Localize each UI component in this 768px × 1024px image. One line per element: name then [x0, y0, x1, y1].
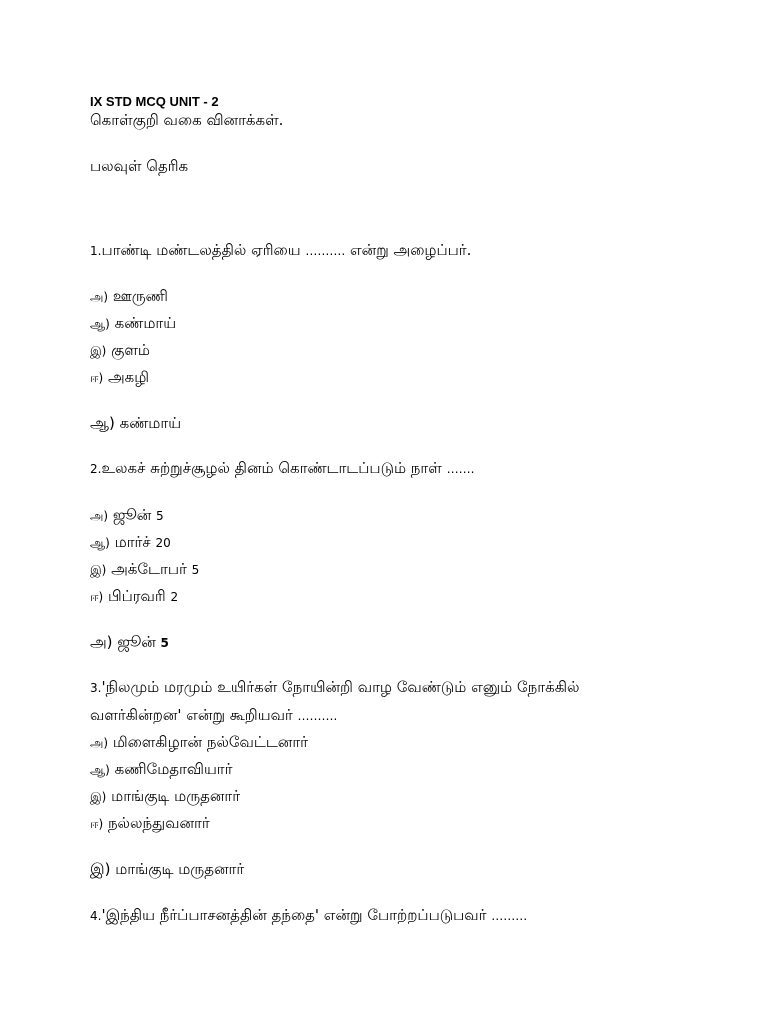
option-number: 2 [170, 590, 179, 604]
answer-1 [90, 413, 181, 433]
question-tail: என்று அழைப்பர். [345, 241, 472, 259]
option-label: இ) [90, 790, 107, 804]
option-a [90, 505, 164, 526]
option-b [90, 313, 176, 334]
question-blank: ……. [446, 462, 475, 476]
option-b [90, 532, 171, 553]
question-number: 4. [90, 909, 102, 923]
question-number: 2. [90, 462, 102, 476]
answer-text: மாங்குடி மருதனார் [115, 860, 245, 878]
option-number: 5 [191, 563, 200, 577]
question-blank: ………. [297, 709, 338, 723]
answer-2 [90, 632, 169, 653]
option-c [90, 559, 199, 580]
option-text: குளம் [111, 341, 150, 359]
answer-label: இ) [90, 860, 111, 878]
doc-title: IX STD MCQ UNIT - 2 [90, 94, 219, 109]
option-text: மார்ச் [114, 533, 151, 551]
option-label: ஆ) [90, 763, 110, 777]
option-label: ஈ) [90, 371, 104, 385]
option-label: இ) [90, 344, 107, 358]
option-label: அ) [90, 509, 109, 523]
question-number: 3. [90, 681, 102, 695]
option-number: 5 [156, 509, 164, 523]
question-text: உலகச் சுற்றுச்சூழல் தினம் கொண்டாடப்படும் நாள் [101, 459, 447, 477]
answer-text: ஜூன் [117, 633, 156, 651]
option-text: கணிமேதாவியார் [114, 760, 233, 778]
option-d [90, 586, 178, 607]
option-text: மாங்குடி மருதனார் [111, 787, 241, 805]
question-3-line-2 [90, 705, 337, 726]
option-text: அகழி [107, 368, 149, 386]
option-label: அ) [90, 736, 109, 750]
question-1 [90, 240, 471, 261]
answer-3 [90, 859, 244, 879]
answer-text: கண்மாய் [119, 414, 182, 432]
option-label: ஆ) [90, 536, 110, 550]
answer-label: அ) [90, 633, 113, 651]
option-text: ஊருணி [112, 287, 168, 305]
option-b [90, 759, 232, 780]
question-blank: ………. [305, 244, 346, 258]
option-c [90, 340, 150, 361]
question-3-line-1 [90, 677, 579, 698]
question-number: 1. [90, 244, 102, 258]
answer-number: 5 [160, 636, 169, 650]
option-text: மிளைகிழான் நல்வேட்டனார் [112, 733, 308, 751]
option-d [90, 367, 149, 388]
option-text: அக்டோபர் [111, 560, 187, 578]
question-text: 'நிலமும் மரமும் உயிர்கள் நோயின்றி வாழ வேண்டும் எனும் நோக்கில் [101, 678, 580, 696]
option-label: ஈ) [90, 590, 104, 604]
option-number: 20 [155, 536, 171, 550]
question-blank: ……… [491, 909, 528, 923]
option-text: பிப்ரவரி [107, 587, 166, 605]
section-heading: பலவுள் தெரிக [90, 157, 189, 175]
question-text: 'இந்திய நீர்ப்பாசனத்தின் தந்தை' என்று போற்றப்படுபவர் [101, 906, 492, 924]
option-label: அ) [90, 290, 109, 304]
option-label: ஆ) [90, 317, 110, 331]
question-text: வளர்கின்றன' என்று கூறியவர் [90, 706, 298, 724]
doc-subtitle: கொள்குறி வகை வினாக்கள். [90, 111, 284, 129]
question-text: பாண்டி மண்டலத்தில் ஏரியை [101, 241, 306, 259]
option-label: இ) [90, 563, 107, 577]
option-text: கண்மாய் [114, 314, 177, 332]
answer-label: ஆ) [90, 414, 115, 432]
question-4 [90, 905, 527, 926]
option-c [90, 786, 240, 807]
option-label: ஈ) [90, 817, 104, 831]
question-2 [90, 458, 474, 479]
option-d [90, 813, 210, 834]
option-text: ஜூன் [112, 506, 152, 524]
option-a [90, 286, 168, 307]
option-a [90, 732, 308, 753]
option-text: நல்லந்துவனார் [107, 814, 210, 832]
